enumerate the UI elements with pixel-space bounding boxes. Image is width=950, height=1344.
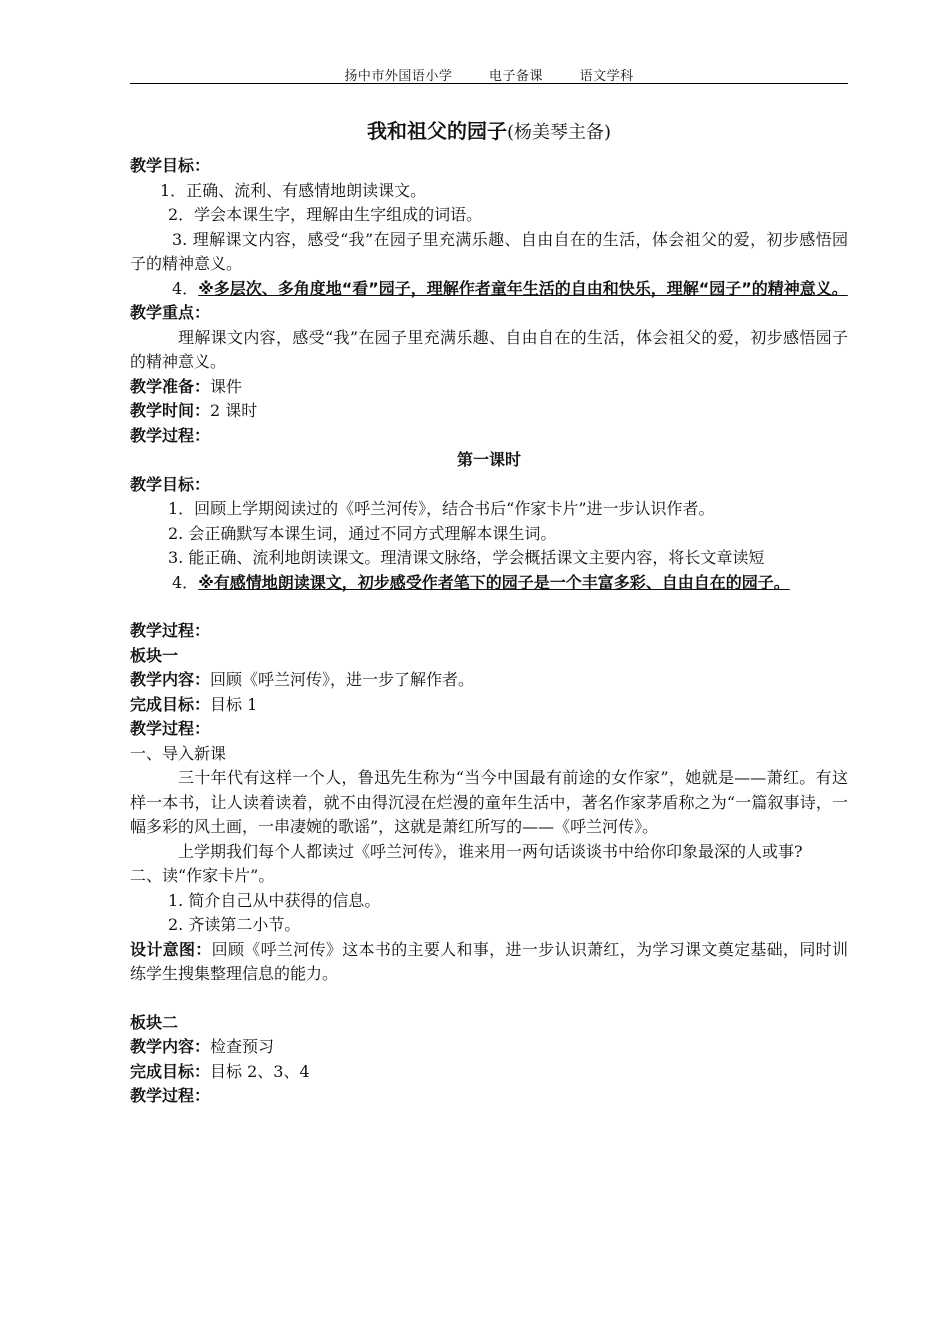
- block1-sub1: 1. 简介自己从中获得的信息。: [168, 890, 381, 910]
- block1-step1: 一、导入新课: [130, 743, 227, 763]
- focus-text: 理解课文内容，感受“我”在园子里充满乐趣、自由自在的生活，体会祖父的爱，初步感悟园子的精神意义。: [130, 327, 848, 371]
- document-body: [130, 116, 848, 1109]
- block2-content-value: 检查预习: [210, 1037, 275, 1056]
- lesson1-objectives-label: 教学目标：: [130, 474, 211, 494]
- objective-item: 3. 理解课文内容，感受“我”在园子里充满乐趣、自由自在的生活，体会祖父的爱，初步感悟园子的精神意义。: [130, 229, 848, 273]
- lesson1-objective: 1．回顾上学期阅读过的《呼兰河传》，结合书后“作家卡片”进一步认识作者。: [168, 499, 715, 518]
- lesson1-objective-num: 4．: [172, 572, 199, 592]
- block1-sub2: 2. 齐读第二小节。: [168, 915, 301, 934]
- block1-steps-label: 教学过程：: [130, 719, 211, 738]
- objectives-label: 教学目标：: [130, 156, 211, 175]
- process-label: 教学过程：: [130, 425, 211, 445]
- block1-content-label: 教学内容：: [130, 670, 211, 689]
- page-header: [130, 65, 848, 84]
- prep-line: [130, 375, 848, 400]
- title-author: (杨美琴主备): [506, 122, 612, 143]
- block2-content: [130, 1035, 848, 1060]
- block2-name: 板块二: [130, 1012, 179, 1032]
- time-value: 2 课时: [210, 401, 258, 420]
- document-title: [130, 116, 848, 148]
- header-subject: 语文学科: [579, 69, 634, 84]
- objective-num: 4．: [172, 278, 199, 298]
- title-main: 我和祖父的园子: [366, 119, 507, 143]
- block2-goal-value: 目标 2、3、4: [210, 1061, 310, 1081]
- objective-item: 1．正确、流利、有感情地朗读课文。: [160, 180, 427, 200]
- lesson1-objective-highlight: ※有感情地朗读课文，初步感受作者笔下的园子是一个丰富多彩、自由自在的园子。: [198, 572, 790, 592]
- block1-process-label: 教学过程：: [130, 621, 211, 640]
- block2-content-label: 教学内容：: [130, 1037, 211, 1056]
- block1-para1: 三十年代有这样一个人，鲁迅先生称为“当今中国最有前途的女作家”，她就是——萧红。有这样一本书，让人读着读着，就不由得沉浸在烂漫的童年生活中，著名作家茅盾称之为“一篇叙事诗，一幅多彩的风土画，一串凄婉的歌谣”，这就是萧红所写的——《呼兰河传》。: [130, 768, 848, 836]
- block1-step2: 二、读“作家卡片”。: [130, 866, 275, 885]
- prep-value: 课件: [210, 376, 243, 396]
- block2-goal: [130, 1060, 848, 1085]
- block1-design-text: 回顾《呼兰河传》这本书的主要人和事，进一步认识萧红，为学习课文奠定基础，同时训练学生搜集整理信息的能力。: [130, 939, 848, 983]
- time-label: 教学时间：: [130, 401, 211, 420]
- header-rule: [130, 83, 848, 84]
- lesson1-objective: 2. 会正确默写本课生词，通过不同方式理解本课生词。: [168, 523, 557, 543]
- time-line: [130, 399, 848, 424]
- objective-highlight: ※多层次、多角度地“看”园子，理解作者童年生活的自由和快乐，理解“园子”的精神意义。: [198, 278, 848, 298]
- block1-name: 板块一: [130, 645, 179, 665]
- block1-goal: [130, 693, 848, 718]
- block1-content-value: 回顾《呼兰河传》，进一步了解作者。: [210, 670, 475, 689]
- block1-design-label: 设计意图：: [130, 939, 212, 959]
- prep-label: 教学准备：: [130, 376, 211, 396]
- objective-item: 2．学会本课生字，理解由生字组成的词语。: [168, 205, 483, 224]
- block1-goal-value: 目标 1: [210, 694, 258, 714]
- lesson1-objective: 3. 能正确、流利地朗读课文。理清课文脉络，学会概括课文主要内容，将长文章读短: [168, 548, 765, 567]
- block2-steps-label: 教学过程：: [130, 1086, 211, 1105]
- block2-goal-label: 完成目标：: [130, 1061, 211, 1081]
- block1-content: [130, 668, 848, 693]
- lesson1-objective-key: [130, 571, 848, 596]
- focus-label: 教学重点：: [130, 303, 211, 322]
- block1-design: [130, 938, 848, 987]
- header-type: 电子备课: [488, 69, 543, 84]
- block1-goal-label: 完成目标：: [130, 694, 211, 714]
- objective-item-key: [130, 277, 848, 302]
- header-school: 扬中市外国语小学: [344, 69, 453, 84]
- block1-para2: 上学期我们每个人都读过《呼兰河传》，谁来用一两句话谈谈书中给你印象最深的人或事?: [178, 841, 803, 861]
- lesson1-title: 第一课时: [456, 450, 521, 469]
